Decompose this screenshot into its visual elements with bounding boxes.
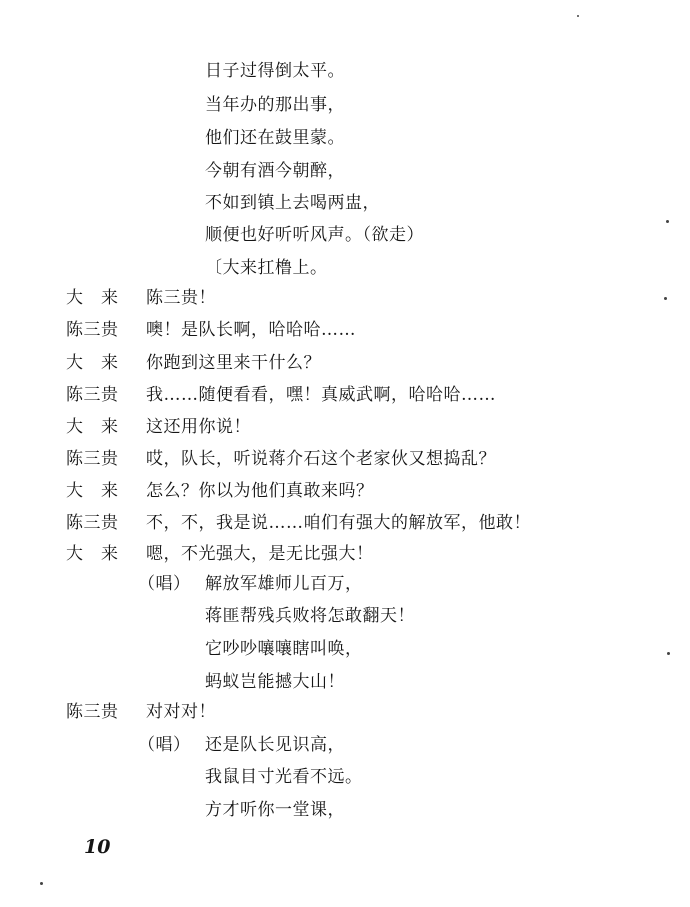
song-line: 解放军雄师儿百万，	[205, 574, 363, 594]
sing-marker: （唱）	[138, 574, 191, 594]
dialogue-text: 不，不，我是说……咱们有强大的解放军，他敢！	[146, 513, 531, 533]
scan-speck	[667, 652, 670, 655]
song-line: 方才听你一堂课，	[205, 800, 345, 820]
dialogue-text: 嗯，不光强大，是无比强大！	[146, 544, 374, 564]
song-line: 蚂蚁岂能撼大山！	[205, 672, 345, 692]
speaker-name: 大 来	[66, 288, 119, 308]
song-line: 蒋匪帮残兵败将怎敢翻天！	[205, 606, 415, 626]
speaker-name: 陈三贵	[66, 513, 119, 533]
dialogue-text: 陈三贵！	[146, 288, 216, 308]
speaker-name: 大 来	[66, 544, 119, 564]
song-line: 还是队长见识高，	[205, 735, 345, 755]
verse-line: 他们还在鼓里蒙。	[205, 128, 345, 148]
verse-line: 日子过得倒太平。	[205, 61, 345, 81]
speaker-name: 大 来	[66, 353, 119, 373]
speaker-name: 陈三贵	[66, 449, 119, 469]
dialogue-text: 哎，队长，听说蒋介石这个老家伙又想捣乱？	[146, 449, 496, 469]
speaker-name: 大 来	[66, 481, 119, 501]
speaker-name: 大 来	[66, 417, 119, 437]
scan-speck	[664, 297, 667, 300]
verse-line: 今朝有酒今朝醉，	[205, 161, 345, 181]
sing-marker: （唱）	[138, 735, 191, 755]
verse-line: 不如到镇上去喝两盅，	[205, 193, 380, 213]
scan-speck	[666, 220, 669, 223]
page-number: 10	[84, 836, 111, 858]
speaker-name: 陈三贵	[66, 320, 119, 340]
verse-line: 顺便也好听听风声。（欲走）	[205, 225, 424, 245]
dialogue-text: 对对对！	[146, 702, 216, 722]
verse-line: 当年办的那出事，	[205, 95, 345, 115]
dialogue-text: 你跑到这里来干什么？	[146, 353, 321, 373]
scan-speck	[40, 882, 43, 885]
speaker-name: 陈三贵	[66, 702, 119, 722]
dialogue-text: 噢！是队长啊，哈哈哈……	[146, 320, 356, 340]
dialogue-text: 我……随便看看，嘿！真威武啊，哈哈哈……	[146, 385, 496, 405]
speaker-name: 陈三贵	[66, 385, 119, 405]
song-line: 它吵吵嚷嚷瞎叫唤，	[205, 639, 363, 659]
dialogue-text: 怎么？你以为他们真敢来吗？	[146, 481, 374, 501]
stage-direction: 〔大来扛橹上。	[205, 258, 328, 278]
dialogue-text: 这还用你说！	[146, 417, 251, 437]
song-line: 我鼠目寸光看不远。	[205, 767, 363, 787]
scan-speck	[577, 15, 579, 17]
